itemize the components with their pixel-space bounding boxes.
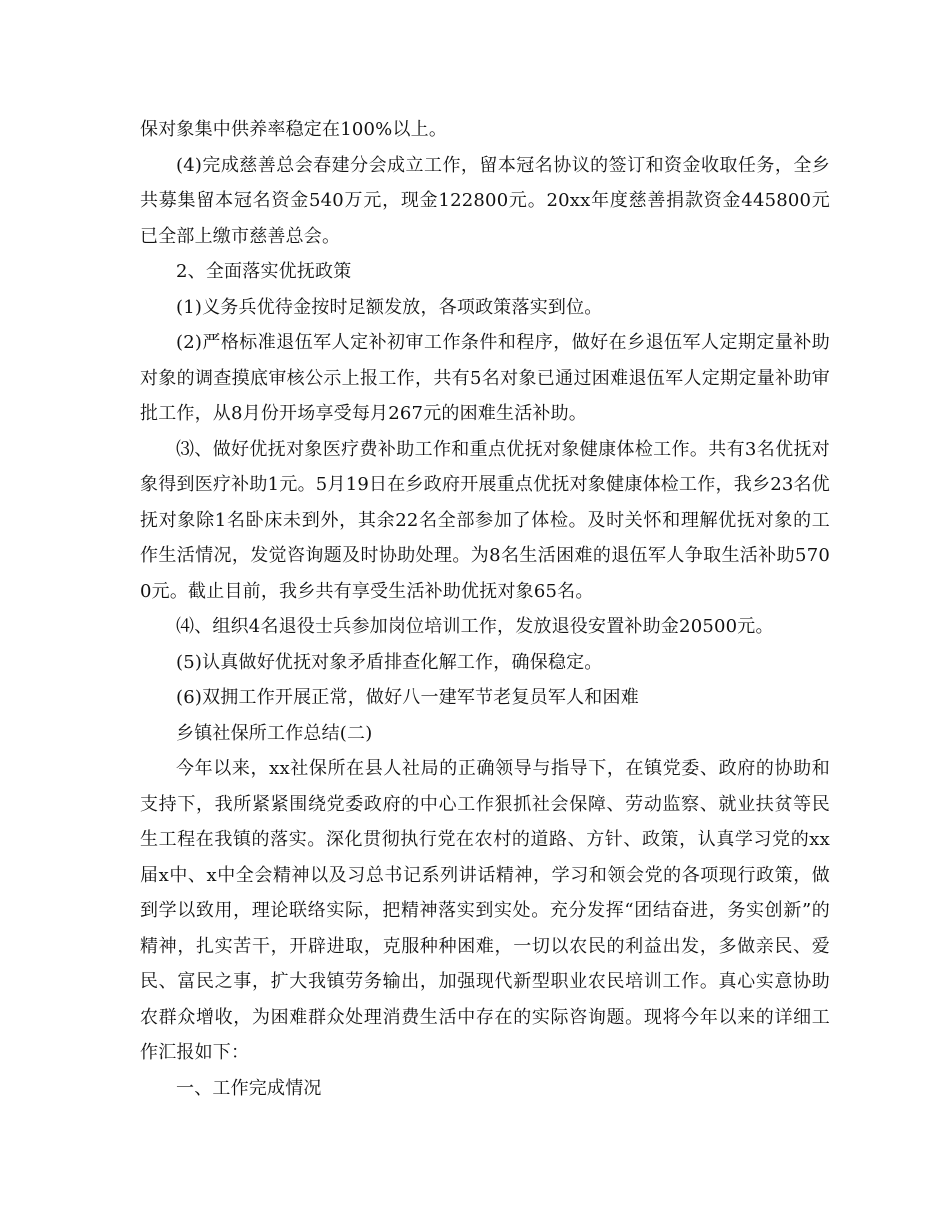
- paragraph-overview: 今年以来，xx社保所在县人社局的正确领导与指导下，在镇党委、政府的协助和支持下，我所紧紧围绕党委政府的中心工作狠抓社会保障、劳动监察、就业扶贫等民生工程在我镇的落实。深化贯彻执行党在农村的道路、方针、政策，认真学习党的xx届x中、x中全会精神以及习总书记系列讲话精神，学习和领会党的各项现行政策，做到学以致用，理论联络实际，把精神落实到实处。充分发挥“团结奋进，务实创新”的精神，扎实苦干，开辟进取，克服种种困难，一切以农民的利益出发，多做亲民、爱民、富民之事，扩大我镇劳务输出，加强现代新型职业农民培训工作。真心实意协助农群众增收，为困难群众处理消费生活中存在的实际咨询题。现将今年以来的详细工作汇报如下：: [140, 758, 830, 1063]
- paragraph-training: ⑷、组织4名退役士兵参加岗位培训工作，发放退役安置补助金20500元。: [176, 616, 774, 637]
- paragraph-charity-branch: (4)完成慈善总会春建分会成立工作，留本冠名协议的签订和资金收取任务，全乡共募集留本冠名资金540万元，现金122800元。20xx年度慈善捐款资金445800元已全部上缴市慈善总会。: [140, 154, 830, 247]
- paragraph-conscript-allowance: (1)义务兵优待金按时足额发放，各项政策落实到位。: [176, 296, 603, 318]
- paragraph-care-rate: 保对象集中供养率稳定在100%以上。: [140, 119, 448, 140]
- paragraph-medical-subsidy: ⑶、做好优抚对象医疗费补助工作和重点优抚对象健康体检工作。共有3名优抚对象得到医疗补助1元。5月19日在乡政府开展重点优抚对象健康体检工作，我乡23名优抚对象除1名卧床未到外，其余22名全部参加了体检。及时关怀和理解优抚对象的工作生活情况，发觉咨询题及时协助处理。为8名生活困难的退伍军人争取生活补助5700元。截止目前，我乡共有享受生活补助优抚对象65名。: [140, 438, 830, 602]
- paragraph-veteran-subsidy: (2)严格标准退伍军人定补初审工作条件和程序，做好在乡退伍军人定期定量补助对象的调查摸底审核公示上报工作，共有5名对象已通过困难退伍军人定期定量补助审批工作，从8月份开场享受每月267元的困难生活补助。: [140, 332, 830, 424]
- section-heading-work-completion: 一、工作完成情况: [176, 1077, 322, 1099]
- paragraph-dispute-resolution: (5)认真做好优抚对象矛盾排查化解工作，确保稳定。: [176, 651, 603, 673]
- document-body: [140, 112, 830, 1106]
- paragraph-double-support: (6)双拥工作开展正常，做好八一建军节老复员军人和困难: [176, 687, 639, 708]
- section-heading-preferential-policy: 2、全面落实优抚政策: [176, 261, 352, 282]
- document-title-part-two: 乡镇社保所工作总结(二): [176, 722, 373, 744]
